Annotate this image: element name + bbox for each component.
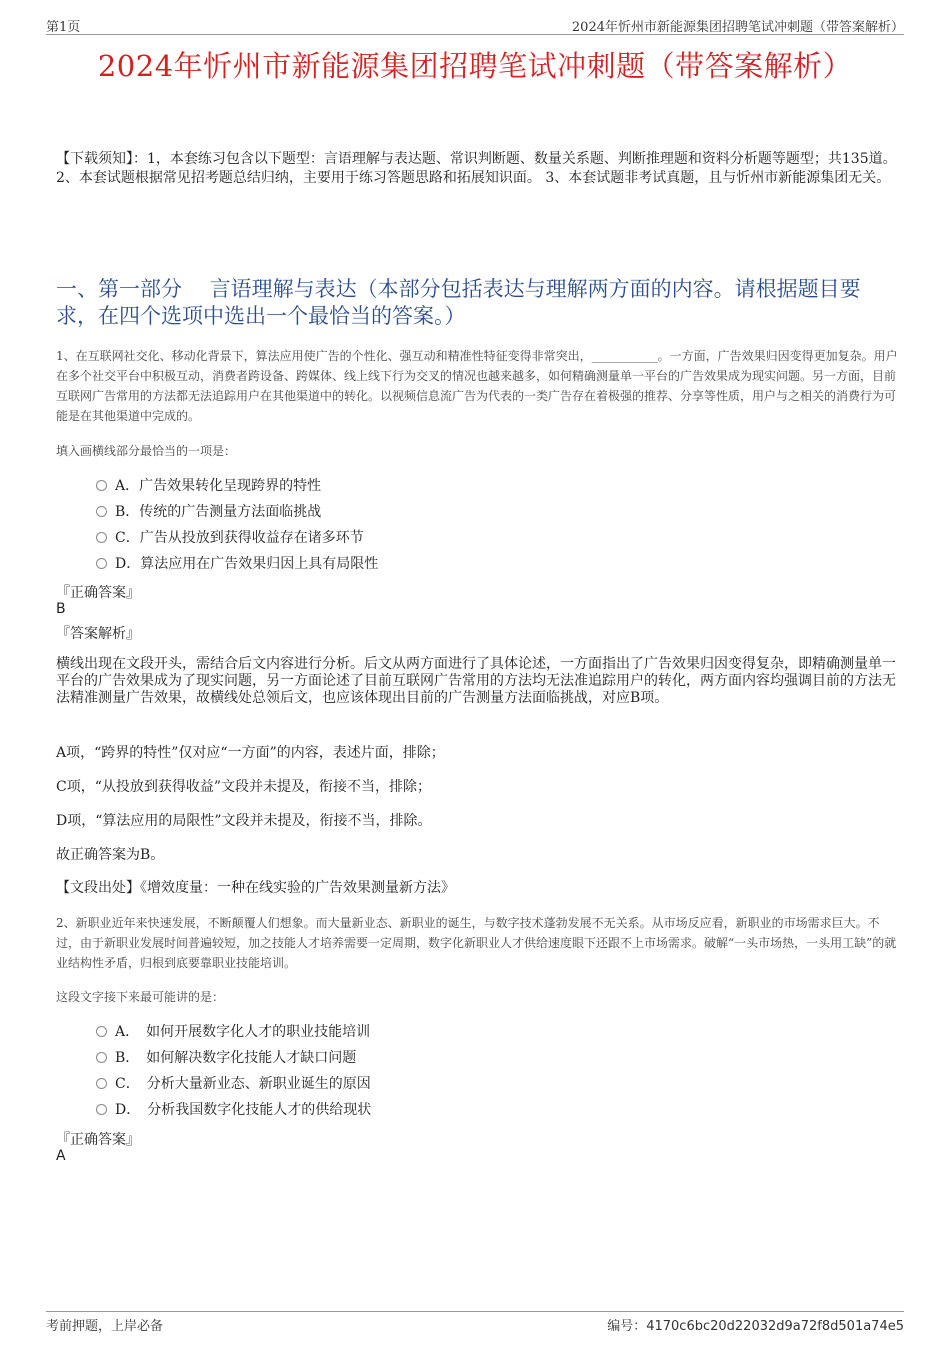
download-notice: 【下载须知】：1，本套练习包含以下题型：言语理解与表达题、常识判断题、数量关系题、判断推理题和资料分析题等题型；共135道。 2、本套试题根据常见招考题总结归纳，主要用于练习答题思路和拓展知识面。 3、本套试题非考试真题，且与忻州市新能源集团无关。 <box>56 151 897 186</box>
question-1-option-c[interactable] <box>96 528 364 548</box>
question-2-option-d[interactable] <box>96 1100 371 1120</box>
radio-icon[interactable] <box>96 558 107 569</box>
footer-code-value: 4170c6bc20d22032d9a72f8d501a74e5 <box>646 1319 904 1334</box>
page-title: 2024年忻州市新能源集团招聘笔试冲刺题（带答案解析） <box>97 49 853 83</box>
footer-code <box>607 1315 904 1334</box>
option-label: B． 如何解决数字化技能人才缺口问题 <box>115 1050 357 1066</box>
option-label: C． 分析大量新业态、新职业诞生的原因 <box>115 1076 371 1092</box>
question-1-conclusion: 故正确答案为B。 <box>56 847 165 863</box>
page-header <box>46 14 904 35</box>
option-label: D．算法应用在广告效果归因上具有局限性 <box>115 556 379 572</box>
radio-icon[interactable] <box>96 1026 107 1037</box>
radio-icon[interactable] <box>96 480 107 491</box>
question-2-option-b[interactable] <box>96 1048 356 1068</box>
footer-code-label: 编号： <box>607 1319 647 1334</box>
header-doc-title: 2024年忻州市新能源集团招聘笔试冲刺题（带答案解析） <box>571 20 904 35</box>
question-1-option-a[interactable] <box>96 476 321 496</box>
page-footer <box>46 1311 904 1334</box>
question-1-prompt: 填入画横线部分最恰当的一项是： <box>56 444 237 458</box>
section-heading: 一、第一部分 言语理解与表达（本部分包括表达与理解两方面的内容。请根据题目要求，在四个选项中选出一个最恰当的答案。） <box>56 277 861 328</box>
option-label: A． 如何开展数字化人才的职业技能培训 <box>115 1024 371 1040</box>
question-1-analysis-main: 横线出现在文段开头，需结合后文内容进行分析。后文从两方面进行了具体论述，一方面指出了广告效果归因变得复杂，即精确测量单一平台的广告效果成为了现实问题，另一方面论述了目前互联网广告常用的方法均无法准追踪用户的转化，两方面内容均强调目前的方法无法精准测量广告效果，故横线处总领后文，也应该体现出目前的广告测量方法面临挑战，对应B项。 <box>56 656 896 706</box>
question-2-option-a[interactable] <box>96 1022 370 1042</box>
option-label: A．广告效果转化呈现跨界的特性 <box>115 478 322 494</box>
question-1-analysis-tag: 『答案解析』 <box>56 626 140 642</box>
option-label: C．广告从投放到获得收益存在诸多环节 <box>115 530 364 546</box>
question-1-source: 【文段出处】《增效度量：一种在线实验的广告效果测量新方法》 <box>56 880 455 896</box>
radio-icon[interactable] <box>96 1104 107 1115</box>
radio-icon[interactable] <box>96 532 107 543</box>
question-2-prompt: 这段文字接下来最可能讲的是： <box>56 990 225 1004</box>
option-label: B．传统的广告测量方法面临挑战 <box>115 504 322 520</box>
question-1-text: 1、在互联网社交化、移动化背景下，算法应用使广告的个性化、强互动和精准性特征变得非常突出，___________。一方面，广告效果归因变得更加复杂。用户在多个社交平台中积极互动，消费者跨设备、跨媒体、线上线下行为交叉的情况也越来越多，如何精确测量单一平台的广告效果成为现实问题。另一方面，目前互联网广告常用的方法都无法追踪用户在其他渠道中的转化。以视频信息流广告为代表的一类广告存在着极强的推荐、分享等性质，用户与之相关的消费行为可能是在其他渠道中完成的。 <box>56 349 898 423</box>
question-2-answer: A <box>56 1148 66 1164</box>
question-1-analysis-d: D项，“算法应用的局限性”文段并未提及，衔接不当，排除。 <box>56 813 432 829</box>
footer-slogan: 考前押题，上岸必备 <box>46 1319 164 1334</box>
option-label: D． 分析我国数字化技能人才的供给现状 <box>115 1102 372 1118</box>
question-2-answer-tag: 『正确答案』 <box>56 1132 140 1148</box>
question-1-analysis-c: C项，“从投放到获得收益”文段并未提及，衔接不当，排除； <box>56 779 432 795</box>
question-1-answer-tag: 『正确答案』 <box>56 585 140 601</box>
radio-icon[interactable] <box>96 1078 107 1089</box>
radio-icon[interactable] <box>96 506 107 517</box>
radio-icon[interactable] <box>96 1052 107 1063</box>
question-1-answer: B <box>56 601 66 617</box>
page-number: 第1页 <box>46 20 81 35</box>
question-2-option-c[interactable] <box>96 1074 371 1094</box>
question-1-option-d[interactable] <box>96 554 378 574</box>
question-1-analysis-a: A项，“跨界的特性”仅对应“一方面”的内容，表述片面，排除； <box>56 745 445 761</box>
question-1-option-b[interactable] <box>96 502 321 522</box>
question-2-text: 2、新职业近年来快速发展，不断颠覆人们想象。而大量新业态、新职业的诞生，与数字技术蓬勃发展不无关系。从市场反应看，新职业的市场需求巨大。不过，由于新职业发展时间普遍较短，加之技能人才培养需要一定周期，数字化新职业人才供给速度眼下还跟不上市场需求。破解“一头市场热，一头用工缺”的就业结构性矛盾，归根到底要靠职业技能培训。 <box>56 916 897 970</box>
